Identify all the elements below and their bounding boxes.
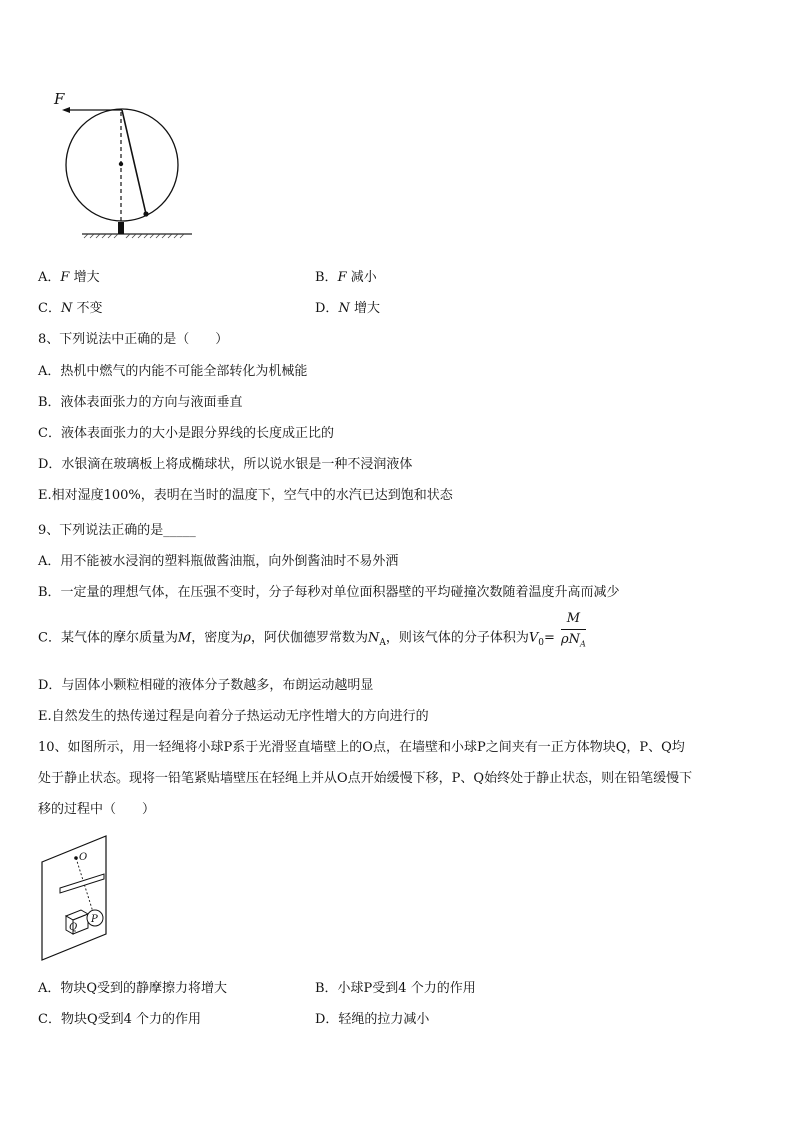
q8-option-d[interactable]: D．水银滴在玻璃板上将成椭球状，所以说水银是一种不浸润液体 <box>38 457 413 472</box>
figure-q7 <box>50 88 200 240</box>
q10-option-a[interactable]: A．物块Q受到的静摩擦力将增大 <box>38 981 228 996</box>
q9-option-d[interactable]: D．与固体小颗粒相碰的液体分子数越多，布朗运动越明显 <box>38 678 374 693</box>
q8-stem: 8、下列说法中正确的是（ ） <box>38 332 229 347</box>
q10-option-b[interactable]: B．小球P受到4 个力的作用 <box>315 981 476 996</box>
q7-option-b[interactable]: B．F 减小 <box>315 270 377 285</box>
ball-P-label: P <box>91 914 98 925</box>
q10-option-c[interactable]: C．物块Q受到4 个力的作用 <box>38 1012 202 1027</box>
q10-option-d[interactable]: D．轻绳的拉力减小 <box>315 1012 430 1027</box>
q8-option-c[interactable]: C．液体表面张力的大小是跟分界线的长度成正比的 <box>38 426 334 441</box>
q7-option-a[interactable]: A．F 增大 <box>38 270 100 285</box>
q9-option-e[interactable]: E.自然发生的热传递过程是向着分子热运动无序性增大的方向进行的 <box>38 709 429 724</box>
q10-stem-line3: 移的过程中（ ） <box>38 802 156 817</box>
q7-option-c[interactable]: C．N 不变 <box>38 301 103 316</box>
molecular-volume-fraction: $\frac{M}{\rho N_A}$ <box>561 611 586 649</box>
q7-option-d[interactable]: D．N 增大 <box>315 301 380 316</box>
circle-force-diagram <box>50 88 200 240</box>
q10-stem-line1: 10、如图所示，用一轻绳将小球P系于光滑竖直墙壁上的O点，在墙壁和小球P之间夹有一正方体物块Q，P、Q均 <box>38 740 685 755</box>
wall-ball-block-diagram <box>38 834 114 964</box>
q9-option-a[interactable]: A．用不能被水浸润的塑料瓶做酱油瓶，向外倒酱油时不易外洒 <box>38 554 399 569</box>
point-O-label: O <box>79 852 88 863</box>
q8-option-b[interactable]: B．液体表面张力的方向与液面垂直 <box>38 395 243 410</box>
figure-q10 <box>38 834 114 964</box>
block-Q-label: Q <box>69 922 78 933</box>
q9-option-b[interactable]: B．一定量的理想气体，在压强不变时，分子每秒对单位面积器壁的平均碰撞次数随着温度升高而减少 <box>38 585 620 600</box>
q10-stem-line2: 处于静止状态。现将一铅笔紧贴墙壁压在轻绳上并从O点开始缓慢下移，P、Q始终处于静止状态，则在铅笔缓慢下 <box>38 771 693 786</box>
q9-option-c[interactable]: C．某气体的摩尔质量为M，密度为ρ，阿伏伽德罗常数为$N_A$，则该气体的分子体积为$V_0=$ $\frac{M}{\rho N_A}$ <box>38 622 586 654</box>
q8-option-a[interactable]: A．热机中燃气的内能不可能全部转化为机械能 <box>38 364 308 379</box>
force-label-F: F <box>54 90 65 108</box>
q8-option-e[interactable]: E.相对湿度100%，表明在当时的温度下，空气中的水汽已达到饱和状态 <box>38 488 453 503</box>
q9-stem: 9、下列说法正确的是_____ <box>38 523 196 538</box>
